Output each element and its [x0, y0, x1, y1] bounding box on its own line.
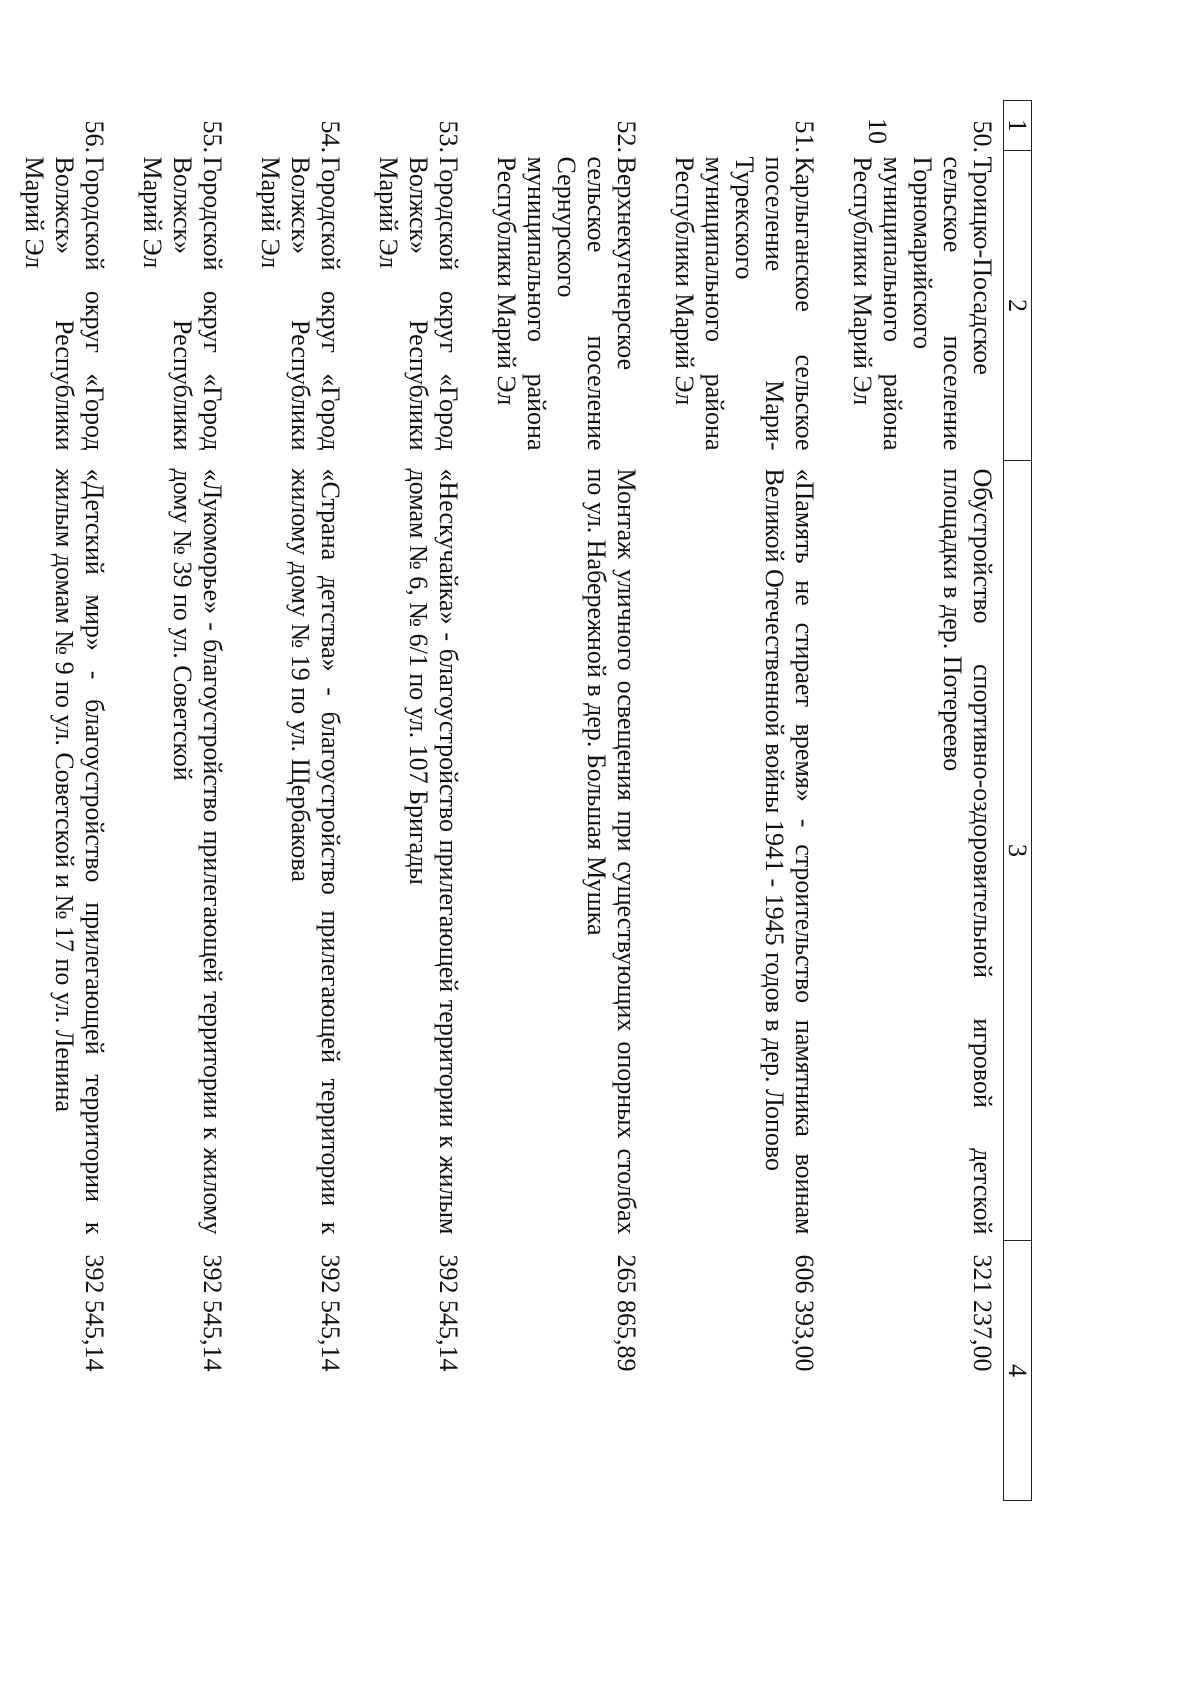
municipality-name: Троицко-Посадское сельское поселение Горномарийского муниципального района Республики Марий Эл [848, 156, 997, 451]
table-row [0, 101, 115, 1501]
row-number: 55. [198, 120, 227, 153]
table-row [647, 101, 825, 1501]
municipality-name: Верхнекугенерское сельское поселение Сернурского муниципального района Республики Марий Эл [492, 156, 641, 451]
page-number: 10 [863, 118, 892, 144]
amount-value: 606 393,00 [790, 1254, 819, 1372]
amount-value: 392 545,14 [434, 1254, 463, 1372]
row-number: 52. [612, 120, 641, 153]
project-description: «Память не стирает время» - строительство памятника воинам Великой Отечественной войны 1941 - 1945 годов в дер. Лопово [760, 468, 819, 1235]
table-row [115, 101, 233, 1501]
table-row [233, 101, 351, 1501]
project-description: «Детский мир» - благоустройство прилегающей территории к жилым домам № 9 по ул. Советской и № 17 по ул. Ленина [50, 468, 109, 1235]
municipality-name: Городской округ «Город Волжск» Республики Марий Эл [138, 156, 227, 451]
municipality-name: Городской округ «Город Волжск» Республики Марий Эл [20, 156, 109, 451]
row-number: 53. [434, 120, 463, 153]
municipality-name: Городской округ «Город Волжск» Республики Марий Эл [256, 156, 345, 451]
header-col-2: 2 [1004, 151, 1032, 461]
project-description: Монтаж уличного освещения при существующих опорных столбах по ул. Набережной в дер. Большая Мушка [582, 468, 641, 1235]
row-number: 54. [316, 120, 345, 153]
row-number: 51. [790, 120, 819, 153]
project-description: «Страна детства» - благоустройство прилегающей территории к жилому дому № 19 по ул. Щербакова [286, 468, 345, 1235]
table-header-row [1004, 101, 1032, 1501]
project-description: «Лукоморье» - благоустройство прилегающей территории к жилому дому № 39 по ул. Советской [168, 468, 227, 1235]
project-description: Обустройство спортивно-оздоровительной игровой детской площадки в дер. Потереево [938, 468, 997, 1235]
header-col-4: 4 [1004, 1241, 1032, 1501]
project-description: «Нескучайка» - благоустройство прилегающей территории к жилым домам № 6, № 6/1 по ул. 107 Бригады [404, 468, 463, 1235]
table-row [351, 101, 469, 1501]
rotated-table-wrapper [0, 100, 1032, 1500]
header-col-1: 1 [1004, 101, 1032, 151]
amount-value: 392 545,14 [198, 1254, 227, 1372]
funding-table [0, 100, 1032, 1501]
table-row [469, 101, 647, 1501]
row-number: 50. [968, 120, 997, 153]
header-col-3: 3 [1004, 461, 1032, 1241]
row-number: 56. [80, 120, 109, 153]
municipality-name: Карлыганское сельское поселение Мари-Турекского муниципального района Республики Марий Эл [670, 156, 819, 451]
amount-value: 265 865,89 [612, 1254, 641, 1372]
amount-value: 321 237,00 [968, 1254, 997, 1372]
amount-value: 392 545,14 [316, 1254, 345, 1372]
municipality-name: Городской округ «Город Волжск» Республики Марий Эл [374, 156, 463, 451]
amount-value: 392 545,14 [80, 1254, 109, 1372]
table-row [825, 101, 1004, 1501]
